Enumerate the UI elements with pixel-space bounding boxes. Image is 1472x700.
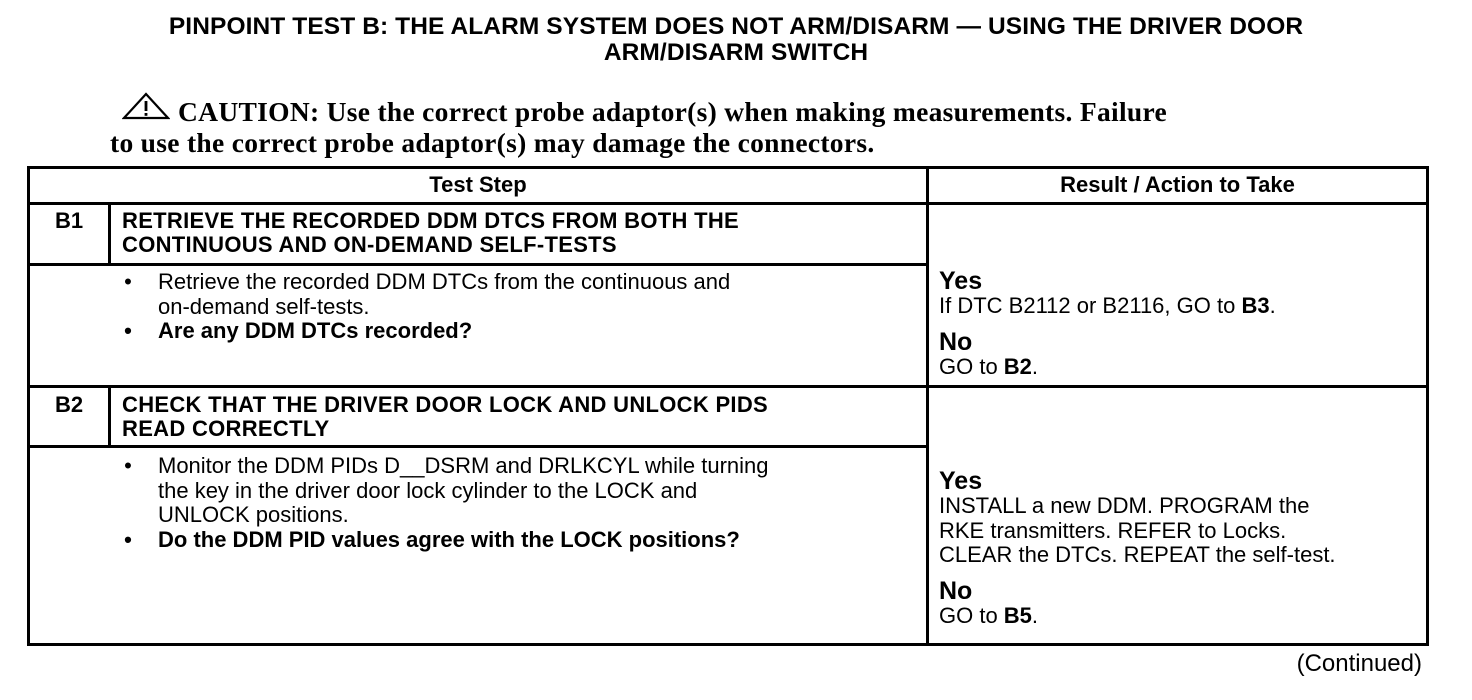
bullet-line: Do the DDM PID values agree with the LOCK positions? (158, 526, 740, 552)
step-heading-line: RETRIEVE THE RECORDED DDM DTCS FROM BOTH THE (122, 208, 739, 233)
bullet-item: • Do the DDM PID values agree with the LOCK positions? (122, 528, 922, 553)
title-line-2: ARM/DISARM SWITCH (603, 39, 869, 66)
bullet-line: UNLOCK positions. (158, 502, 349, 527)
caution-line-2: to use the correct probe adaptor(s) may damage the connectors. (110, 127, 875, 158)
step-bullets-b1 (122, 270, 922, 344)
step-heading-line: CHECK THAT THE DRIVER DOOR LOCK AND UNLOCK PIDS (122, 392, 768, 417)
no-action: GO to B2. (939, 353, 1039, 379)
caution-notice (110, 96, 1350, 158)
step-heading-line: READ CORRECTLY (122, 416, 330, 441)
step-bullets-b2 (122, 454, 922, 552)
no-label: No (939, 327, 973, 356)
caution-line-1: CAUTION: Use the correct probe adaptor(s) when making measurements. Failure (178, 96, 1167, 127)
step-heading-b2 (122, 393, 922, 441)
bullet-line: the key in the driver door lock cylinder to the LOCK and (158, 477, 698, 503)
no-action: GO to B5. (939, 602, 1039, 628)
bullet-item: • Are any DDM DTCs recorded? (122, 319, 922, 344)
yes-action-line: RKE transmitters. REFER to Locks. (939, 517, 1287, 543)
yes-action: If DTC B2112 or B2116, GO to B3. (939, 293, 1276, 318)
yes-label: Yes (939, 467, 983, 495)
step-heading-b1 (122, 209, 922, 257)
bullet-item: • Retrieve the recorded DDM DTCs from the continuous and on-demand self-tests. (122, 270, 922, 319)
bullet-line: Retrieve the recorded DDM DTCs from the continuous and (158, 269, 731, 294)
step-id-b2: B2 (54, 392, 84, 417)
title-line-1: PINPOINT TEST B: THE ALARM SYSTEM DOES NOT ARM/DISARM — USING THE DRIVER DOOR (168, 13, 1304, 40)
bullet-line: Are any DDM DTCs recorded? (158, 318, 473, 343)
no-label: No (939, 576, 973, 605)
header-result: Result / Action to Take (1060, 172, 1295, 197)
result-b1 (939, 268, 1419, 379)
bullet-line: Monitor the DDM PIDs D__DSRM and DRLKCYL while turning (158, 453, 769, 478)
result-b2 (939, 468, 1419, 628)
yes-label: Yes (939, 267, 983, 295)
bullet-line: on-demand self-tests. (158, 293, 370, 319)
step-heading-line: CONTINUOUS AND ON-DEMAND SELF-TESTS (122, 232, 617, 257)
header-test-step: Test Step (429, 172, 527, 197)
bullet-item: • Monitor the DDM PIDs D__DSRM and DRLKCYL while turning the key in the driver door lock cylinder to the LOCK and UNLOCK positions. (122, 454, 922, 528)
yes-action-line: INSTALL a new DDM. PROGRAM the (939, 493, 1310, 518)
step-id-b1: B1 (54, 208, 84, 233)
page-title (0, 14, 1472, 66)
continued-label: (Continued) (1296, 650, 1422, 677)
pinpoint-test-table (27, 166, 1429, 646)
yes-action-line: CLEAR the DTCs. REPEAT the self-test. (939, 542, 1336, 567)
warning-triangle-icon (122, 92, 170, 120)
